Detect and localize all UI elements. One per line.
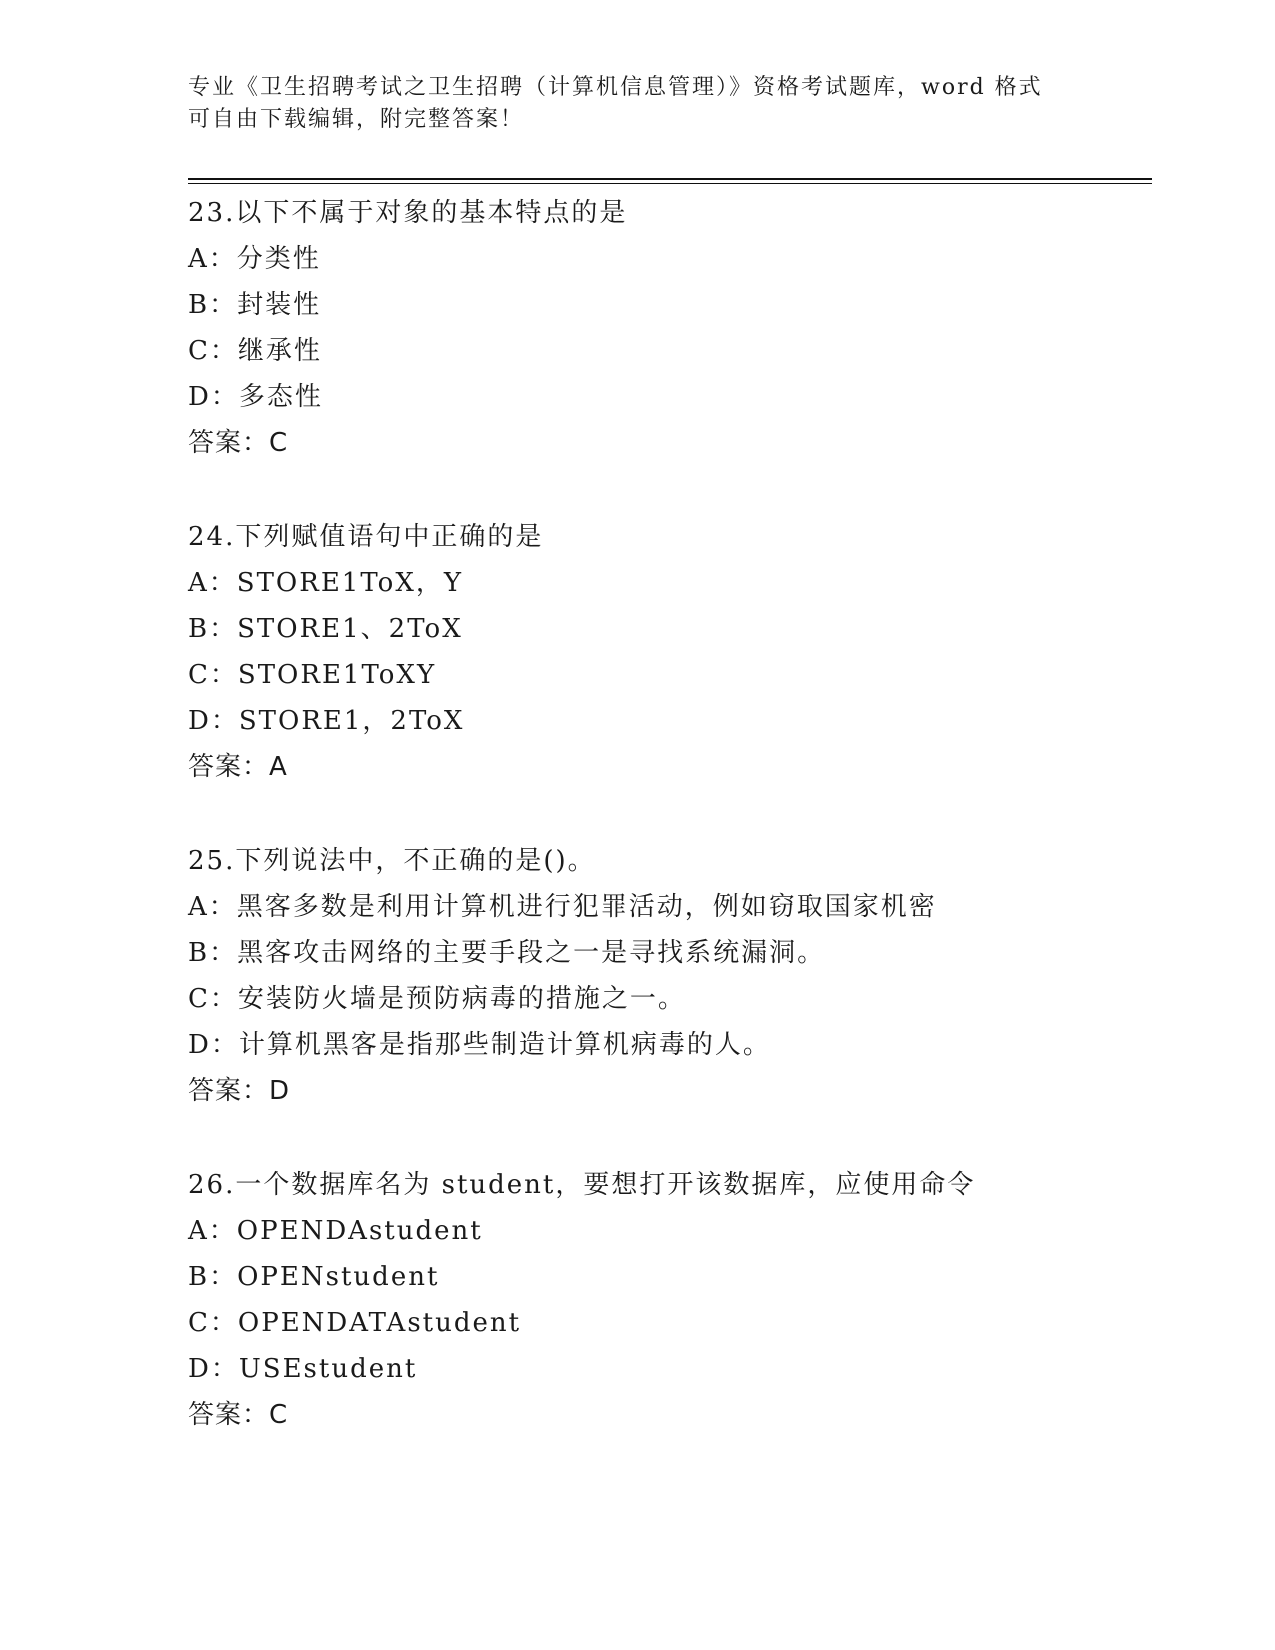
- question-25: [188, 838, 1152, 1114]
- question-26: [188, 1162, 1152, 1438]
- option-d: D：多态性: [188, 382, 323, 412]
- question-stem: 23.以下不属于对象的基本特点的是: [188, 198, 628, 228]
- question-23: [188, 190, 1152, 466]
- answer-line: 答案：C: [188, 1400, 289, 1430]
- question-24: [188, 514, 1152, 790]
- document-header: [188, 72, 1088, 136]
- question-stem: 24.下列赋值语句中正确的是: [188, 522, 544, 552]
- question-stem: 25.下列说法中，不正确的是()。: [188, 846, 596, 876]
- option-b: B：OPENstudent: [188, 1262, 440, 1292]
- option-d: D：STORE1，2ToX: [188, 706, 465, 736]
- answer-line: 答案：A: [188, 752, 288, 782]
- header-divider-thick: [188, 178, 1152, 180]
- option-c: C：STORE1ToXY: [188, 660, 437, 690]
- option-a: A：STORE1ToX，Y: [188, 568, 463, 598]
- option-b: B：STORE1、2ToX: [188, 614, 463, 644]
- option-d: D：USEstudent: [188, 1354, 418, 1384]
- option-a: A：黑客多数是利用计算机进行犯罪活动，例如窃取国家机密: [188, 892, 937, 922]
- option-c: C：安装防火墙是预防病毒的措施之一。: [188, 984, 686, 1014]
- option-a: A：OPENDAstudent: [188, 1216, 483, 1246]
- header-divider-thin: [188, 183, 1152, 184]
- header-line-1: 专业《卫生招聘考试之卫生招聘（计算机信息管理）》资格考试题库，word 格式: [188, 75, 1043, 100]
- question-list: [188, 190, 1152, 1486]
- option-a: A：分类性: [188, 244, 321, 274]
- option-b: B：黑客攻击网络的主要手段之一是寻找系统漏洞。: [188, 938, 826, 968]
- option-c: C：OPENDATAstudent: [188, 1308, 522, 1338]
- answer-line: 答案：D: [188, 1076, 291, 1106]
- question-stem: 26.一个数据库名为 student，要想打开该数据库，应使用命令: [188, 1170, 976, 1200]
- header-line-2: 可自由下载编辑，附完整答案！: [188, 107, 525, 132]
- answer-line: 答案：C: [188, 428, 289, 458]
- option-d: D：计算机黑客是指那些制造计算机病毒的人。: [188, 1030, 771, 1060]
- option-b: B：封装性: [188, 290, 322, 320]
- option-c: C：继承性: [188, 336, 322, 366]
